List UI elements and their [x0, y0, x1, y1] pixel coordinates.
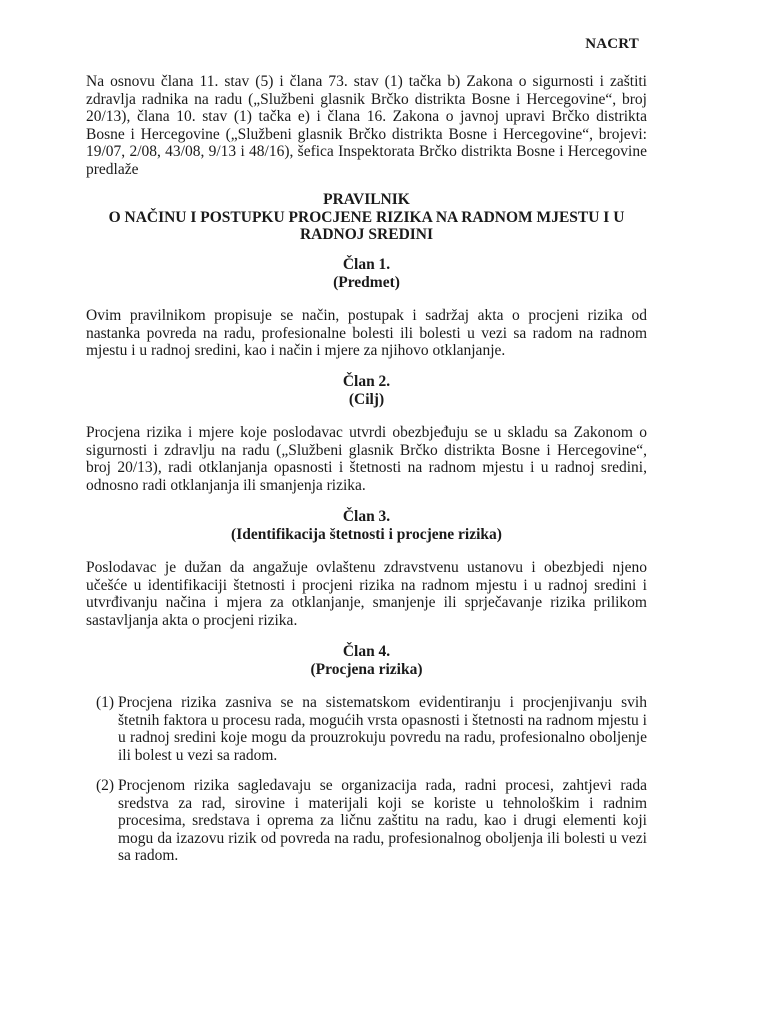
- article-2-text: Procjena rizika i mjere koje poslodavac utvrdi obezbjeđuju se u skladu sa Zakonom o sigurnosti i zdravlju na radu („Službeni glasnik Brčko distrikta Bosne i Hercegovine“, broj 20/13), radi otklanjanja opasnosti i štetnosti na radnom mjestu i u radnoj sredini, odnosno radi otklanjanja ili smanjenja rizika.: [86, 424, 647, 494]
- article-2-heading: [86, 373, 647, 409]
- title-line-3: RADNOJ SREDINI: [299, 226, 434, 244]
- document-title: [86, 191, 647, 244]
- article-4-item: [96, 777, 647, 865]
- article-number: Član 2.: [342, 373, 391, 390]
- article-subject: (Cilj): [348, 391, 385, 408]
- preamble-paragraph: Na osnovu člana 11. stav (5) i člana 73. stav (1) tačka b) Zakona o sigurnosti i zaštiti zdravlja radnika na radu („Službeni glasnik Brčko distrikta Bosne i Hercegovine“, broj 20/13), člana 10. stav (1) tačka e) i člana 16. Zakona o javnoj upravi Brčko distrikta Bosne i Hercegovine („Službeni glasnik Brčko distrikta Bosne i Hercegovine“, brojevi: 19/07, 2/08, 43/08, 9/13 i 48/16), šefica Inspektorata Brčko distrikta Bosne i Hercegovine predlaže: [86, 73, 647, 178]
- item-number: (1): [96, 694, 115, 711]
- article-subject: (Predmet): [333, 274, 400, 291]
- title-line-1: PRAVILNIK: [323, 191, 410, 208]
- item-text: Procjena rizika zasniva se na sistematskom evidentiranju i procjenjivanju svih štetnih faktora u procesu rada, mogućih vrsta opasnosti i štetnosti na radnom mjestu i u radnoj sredini koje mogu da prouzrokuju povredu na radu, profesionalno oboljenje ili bolest u vezi sa radom.: [118, 694, 647, 764]
- article-subject: (Procjena rizika): [310, 661, 423, 678]
- article-3-heading: [86, 508, 647, 544]
- article-4-item: [96, 694, 647, 764]
- article-1-heading: [86, 256, 647, 292]
- item-number: (2): [96, 777, 115, 794]
- title-line-2: O NAČINU I POSTUPKU PROCJENE RIZIKA NA RADNOM MJESTU I U: [108, 208, 625, 226]
- article-4-heading: [86, 643, 647, 679]
- article-number: Član 3.: [342, 508, 391, 525]
- article-1-text: Ovim pravilnikom propisuje se način, postupak i sadržaj akta o procjeni rizika od nastanka povreda na radu, profesionalne bolesti ili bolesti u vezi sa radom na radnom mjestu i u radnoj sredini, kao i način i mjere za njihovo otklanjanje.: [86, 307, 647, 360]
- draft-stamp: NACRT: [585, 36, 639, 52]
- article-subject: (Identifikacija štetnosti i procjene rizika): [231, 526, 502, 543]
- article-number: Član 4.: [342, 643, 391, 660]
- article-number: Član 1.: [342, 256, 391, 273]
- item-text: Procjenom rizika sagledavaju se organizacija rada, radni procesi, zahtjevi rada sredstva za rad, sirovine i materijali koji se koriste u tehnološkim i radnim procesima, sredstava i oprema za ličnu zaštitu na radu, kao i drugi elementi koji mogu da izazovu rizik od povreda na radu, profesionalnog oboljenja ili bolesti u vezi sa radom.: [118, 777, 647, 865]
- article-3-text: Poslodavac je dužan da angažuje ovlaštenu zdravstvenu ustanovu i obezbjedi njeno učešće u identifikaciji štetnosti i procjeni rizika na radnom mjestu i u radnoj sredini i utvrđivanju načina i mjera za otklanjanje, smanjenje ili sprječavanje rizika prilikom sastavljanja akta o procjeni rizika.: [86, 559, 647, 629]
